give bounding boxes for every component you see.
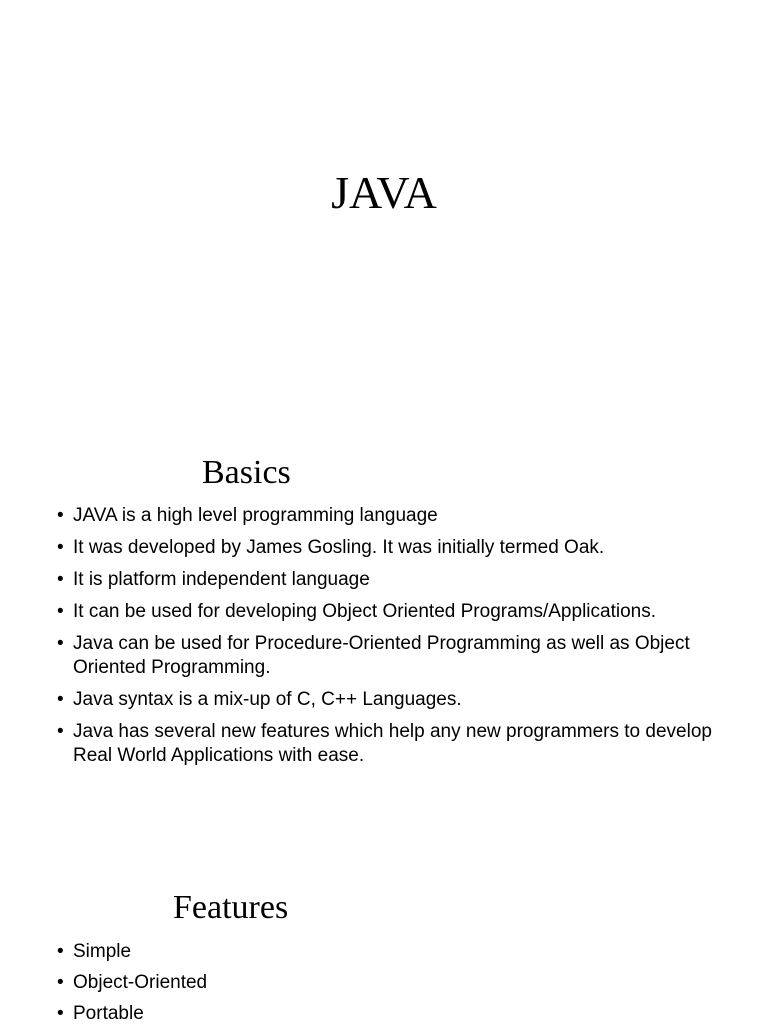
list-item-text: JAVA is a high level programming language [73,505,438,526]
bullet-icon: • [57,1003,64,1024]
bullet-icon: • [57,569,64,590]
list-item [57,940,748,964]
features-heading: Features [173,889,289,926]
bullet-icon: • [57,941,64,962]
list-item-text: Portable [73,1003,144,1024]
list-item-text: Java syntax is a mix-up of C, C++ Languages. [73,689,462,710]
list-item-text: It is platform independent language [73,569,370,590]
bullet-icon: • [57,537,64,558]
page-title: JAVA [331,167,437,218]
list-item-text: It was developed by James Gosling. It was initially termed Oak. [73,537,605,558]
basics-list [57,504,748,776]
list-item [57,688,748,712]
bullet-icon: • [57,505,64,526]
features-list [57,940,748,1033]
list-item [57,504,748,528]
list-item [57,1002,748,1026]
list-item [57,632,748,680]
list-item-text: Java can be used for Procedure-Oriented Programming as well as Object Oriented Programming. [73,633,690,678]
bullet-icon: • [57,601,64,622]
list-item-text: Object-Oriented [73,972,208,993]
basics-heading: Basics [202,454,291,491]
bullet-icon: • [57,721,64,742]
list-item [57,536,748,560]
list-item [57,568,748,592]
list-item [57,720,748,768]
list-item-text: Java has several new features which help any new programmers to develop Real World Applications with ease. [73,721,712,766]
list-item-text: Simple [73,941,132,962]
list-item [57,600,748,624]
list-item [57,971,748,995]
list-item-text: It can be used for developing Object Oriented Programs/Applications. [73,601,656,622]
bullet-icon: • [57,689,64,710]
bullet-icon: • [57,633,64,654]
bullet-icon: • [57,972,64,993]
